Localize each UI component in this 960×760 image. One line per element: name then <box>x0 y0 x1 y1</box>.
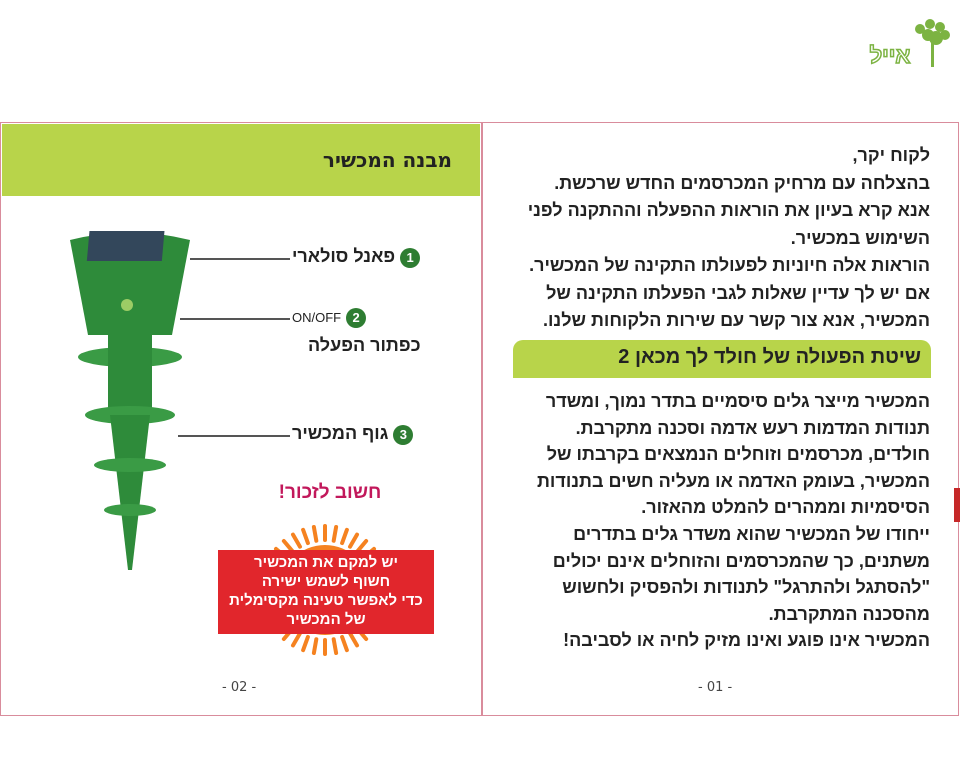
intro-line: אנא קרא בעיון את הוראות ההפעלה וההתקנה לפני <box>527 200 930 220</box>
remember-line: של המכשיר <box>286 611 366 628</box>
part-label: גוף המכשיר <box>292 423 389 443</box>
remember-box <box>218 550 434 634</box>
part-label: כפתור הפעלה <box>308 335 421 355</box>
body-line: המכשיר אינו פוגע ואינו מזיק לחיה או לסביבה! <box>563 630 930 651</box>
remember-title: חשוב לזכור! <box>278 482 382 503</box>
intro-line: אם יש לך עדיין שאלות לגבי הפעלתו התקינה של <box>546 282 930 303</box>
part-power-button <box>292 306 366 328</box>
page-tab <box>954 488 960 522</box>
leader-line-1 <box>190 258 290 260</box>
intro-line: המכשיר, אנא צור קשר עם שירות הלקוחות שלנו. <box>543 310 930 330</box>
device-illustration <box>60 225 200 575</box>
leader-line-2 <box>180 318 290 320</box>
body-line: המכשיר מייצר גלים סיסמיים בתדר נמוך, ומשדר <box>545 391 930 411</box>
section-title: שיטת הפעולה של חולד לך מכאן 2 <box>618 346 921 368</box>
part-number: 2 <box>346 308 366 328</box>
left-page-title: מבנה המכשיר <box>322 148 452 172</box>
page-divider <box>481 122 483 716</box>
left-page-header <box>2 124 480 196</box>
intro-line: בהצלחה עם מרחיק המכרסמים החדש שרכשת. <box>554 172 930 193</box>
part-number: 3 <box>393 425 413 445</box>
remember-line: יש למקם את המכשיר <box>253 554 398 571</box>
remember-line: כדי לאפשר טעינה מקסימלית <box>229 592 423 609</box>
remember-line: חשוף לשמש ישירה <box>261 573 391 590</box>
part-label: פאנל סולארי <box>292 246 396 266</box>
body-line: הסיסמיות וממהרים להמלט מהאזור. <box>641 497 930 518</box>
part-solar-panel <box>292 246 420 268</box>
body-text <box>515 388 930 654</box>
body-line: משתנים, כך שהמכרסמים והזוחלים אינם יכולים <box>552 550 930 571</box>
intro-line: השימוש במכשיר. <box>790 227 930 248</box>
intro-text <box>515 142 930 335</box>
body-line: "להסתגל ולהתרגל" לתנודות ולהפסיק ולחשוש <box>562 577 930 598</box>
part-sub: ON/OFF <box>292 310 342 325</box>
page-number-left: - 02 - <box>222 680 257 695</box>
body-line: המכשיר, בעומק האדמה או מעליה חשים בתנודות <box>537 470 930 491</box>
leader-line-3 <box>178 435 290 437</box>
body-line: תנודות המדמות רעש אדמה וסכנה מתקרבת. <box>575 417 930 438</box>
intro-line: הוראות אלה חיוניות לפעולתו התקינה של המכשיר. <box>529 255 930 275</box>
svg-text:אייל: אייל <box>869 43 911 68</box>
body-line: ייחודו של המכשיר שהוא משדר גלים בתדרים <box>573 523 930 544</box>
body-line: מהסכנה המתקרבת. <box>768 603 930 624</box>
page-number-right: - 01 - <box>698 680 733 695</box>
logo <box>850 15 950 80</box>
section-header <box>513 340 931 378</box>
body-line: חולדים, מכרסמים וזוחלים הנמצאים בקרבתו של <box>546 444 930 465</box>
intro-line: לקוח יקר, <box>852 145 930 165</box>
part-body <box>292 423 413 445</box>
part-number: 1 <box>400 248 420 268</box>
